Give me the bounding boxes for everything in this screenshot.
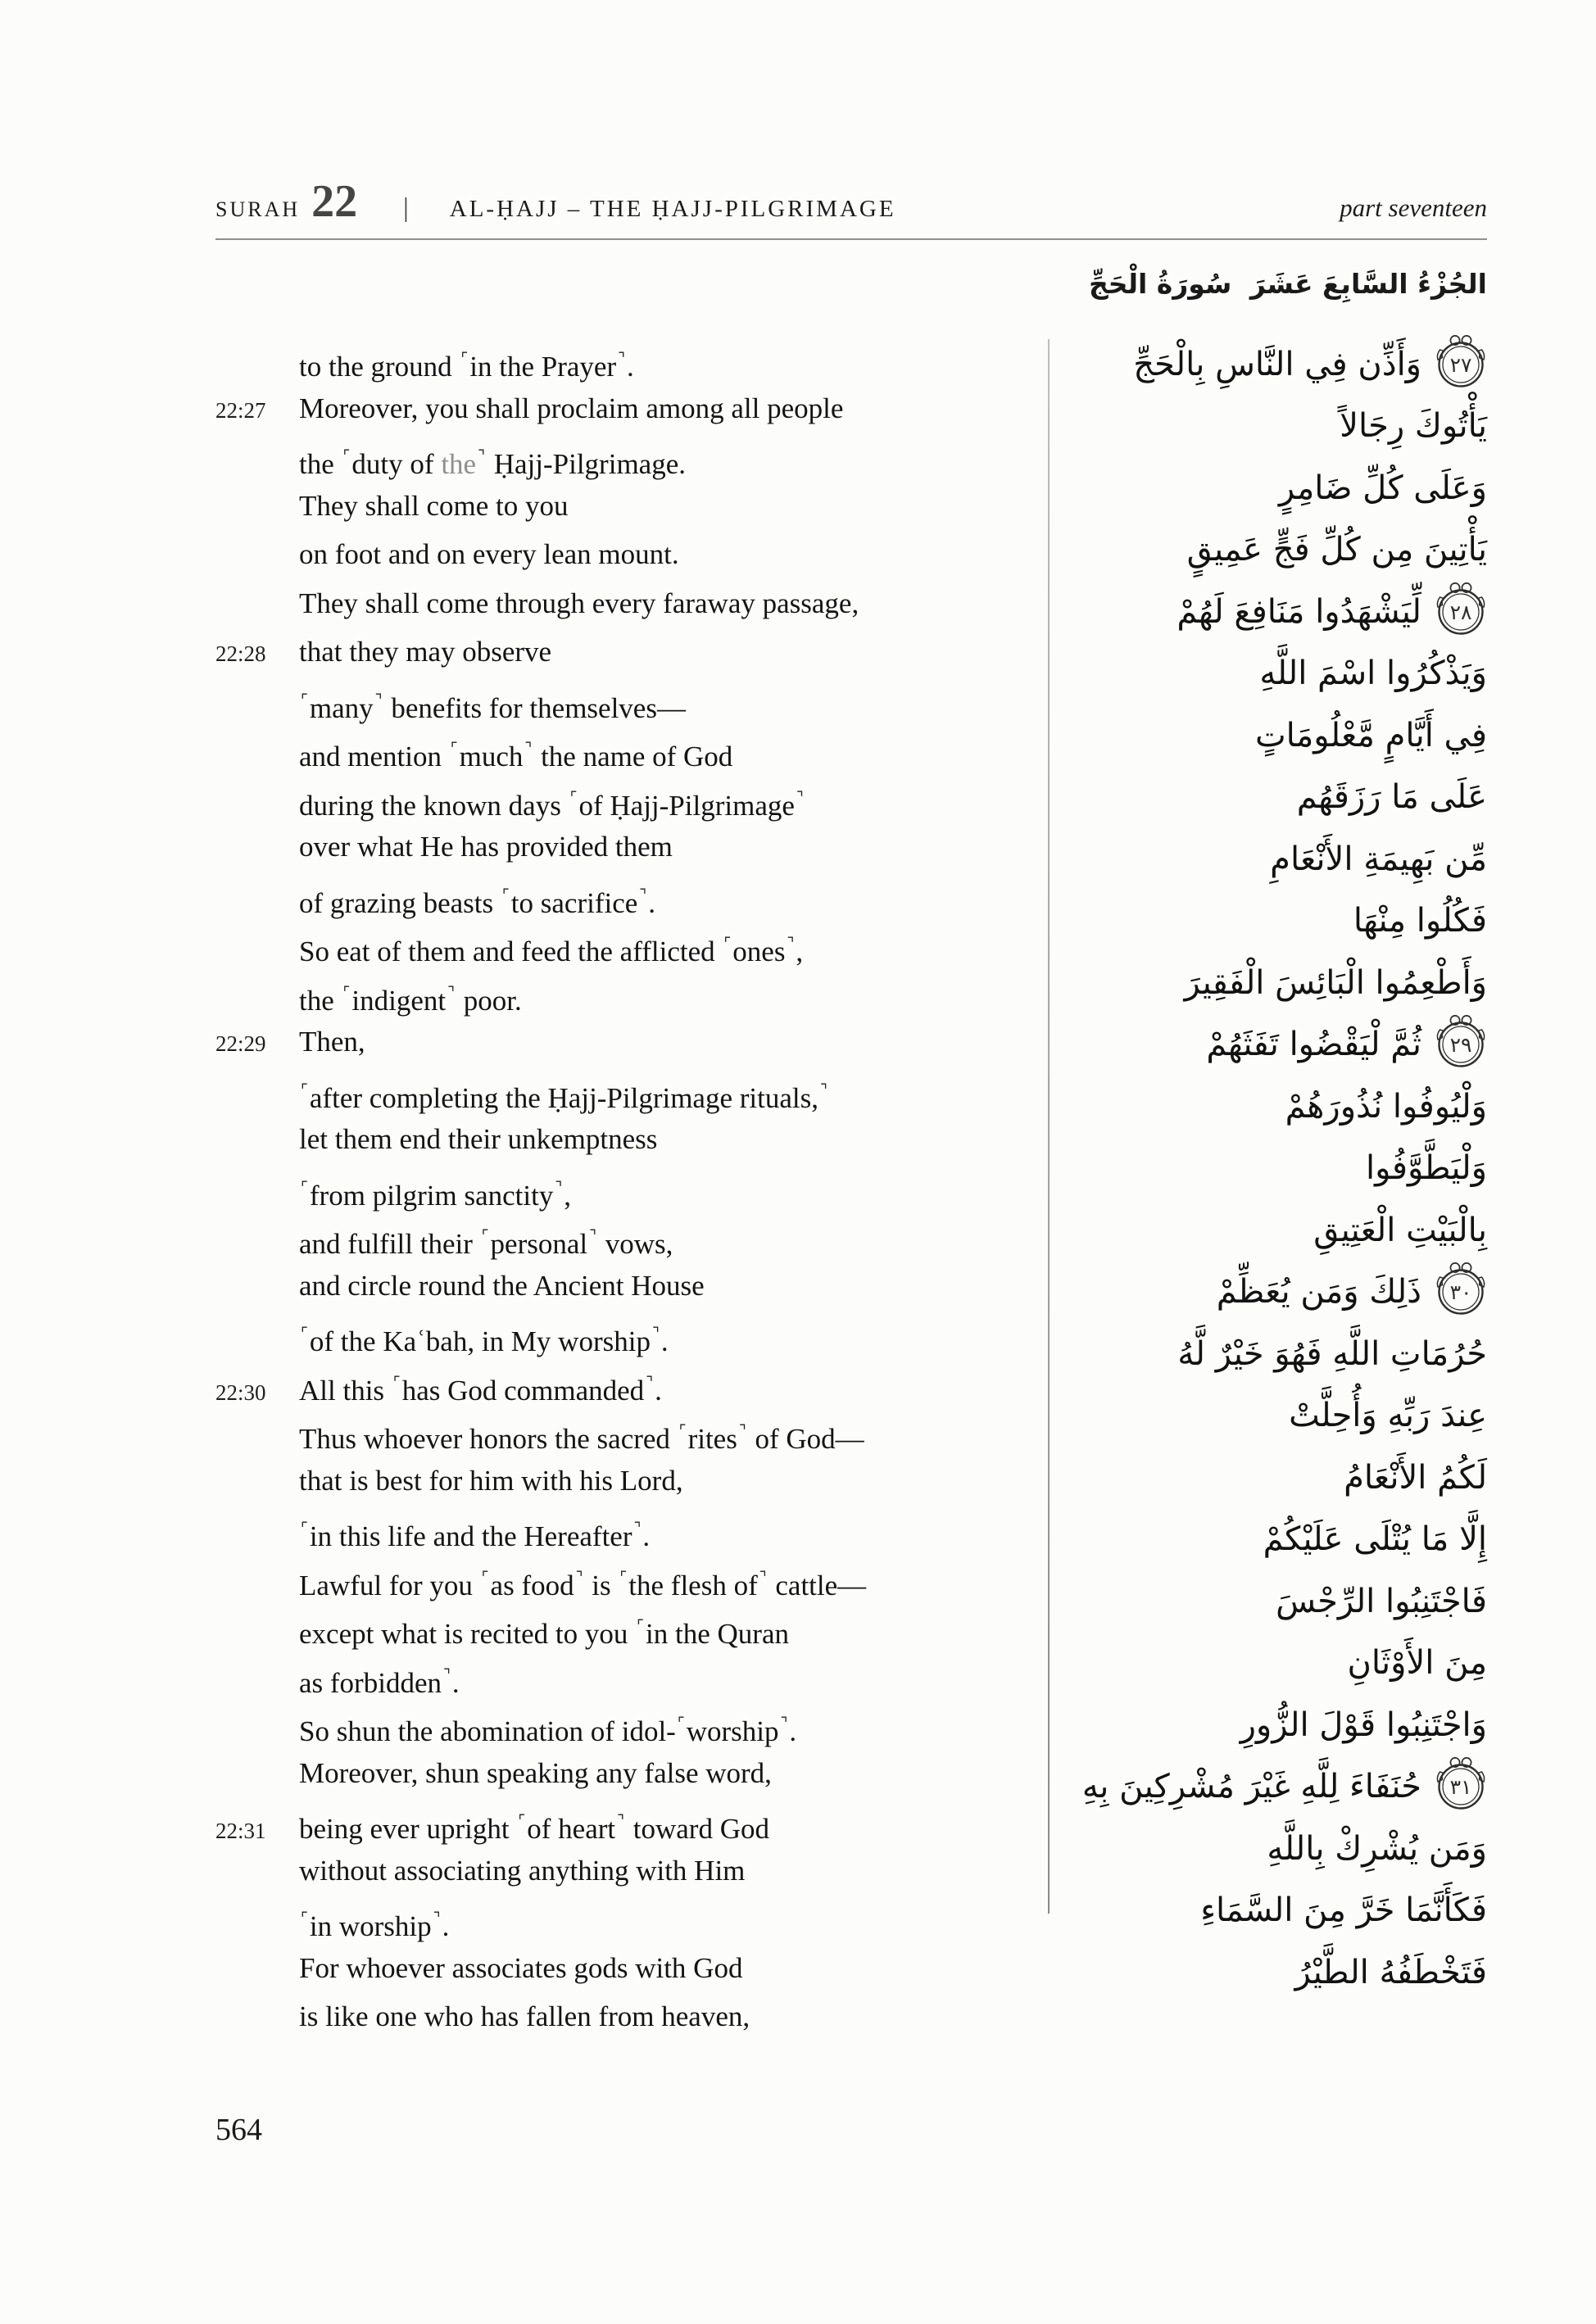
- verse-number: 22:31: [215, 1819, 266, 1843]
- svg-text:٣٠: ٣٠: [1449, 1280, 1472, 1305]
- arabic-line-row: [963, 1570, 1487, 1633]
- verse-text: For whoever associates gods with God: [299, 1951, 743, 1984]
- arabic-verse-text: وَلْيَطَّوَّفُوا: [1366, 1149, 1487, 1188]
- verse-line-row: [215, 1992, 1043, 2041]
- verse-line-row: [215, 1359, 1043, 1408]
- arabic-verse-text: مِّن بَهِيمَةِ الأَنْعَامِ: [1270, 840, 1487, 878]
- verse-line-row: [215, 1846, 1043, 1896]
- verse-line-row: [215, 530, 1043, 579]
- verse-line-row: [215, 335, 1043, 384]
- verse-line-row: [215, 1407, 1043, 1456]
- arabic-line-row: [963, 1818, 1487, 1880]
- english-column: [215, 335, 1043, 2041]
- header-rule: [215, 238, 1487, 240]
- verse-text: of grazing beasts ⌜to sacrifice ⌝.: [299, 886, 655, 919]
- arabic-line-row: [963, 333, 1487, 396]
- verse-text: the ⌜duty of the ⌝ Ḥajj-Pilgrimage.: [299, 447, 686, 480]
- verse-text: Then,: [299, 1026, 365, 1058]
- verse-line-row: [215, 1700, 1043, 1749]
- arabic-verse-text: عَلَى مَا رَزَقَهُم: [1296, 778, 1487, 817]
- verse-number-medallion: [1435, 333, 1487, 390]
- verse-text: to the ground ⌜in the Prayer ⌝.: [299, 350, 634, 383]
- verse-text: ⌜after completing the Ḥajj-Pilgrimage rituals, ⌝: [301, 1080, 827, 1114]
- verse-text: except what is recited to you ⌜in the Quran: [299, 1617, 789, 1650]
- verse-text: and mention ⌜much ⌝ the name of God: [299, 740, 733, 772]
- verse-text: So shun the abomination of idol- ⌜worship ⌝.: [299, 1715, 797, 1747]
- arabic-verse-text: يَأْتُوكَ رِجَالاً: [1340, 407, 1487, 446]
- verse-line-row: [215, 1310, 1043, 1359]
- medallion-ornament-icon: [1435, 1755, 1487, 1812]
- arabic-verse-text: عِندَ رَبِّهِ وَأُحِلَّتْ: [1289, 1397, 1487, 1435]
- verse-number-medallion: [1435, 580, 1487, 637]
- arabic-verse-text: حُرُمَاتِ اللَّهِ فَهُوَ خَيْرٌ لَّهُ: [1177, 1334, 1487, 1373]
- verse-text: They shall come to you: [299, 489, 569, 522]
- verse-text: during the known days ⌜of Ḥajj-Pilgrimage ⌝: [299, 788, 804, 822]
- surah-label: SURAH: [215, 197, 301, 221]
- arabic-verse-text: وَعَلَى كُلِّ ضَامِرٍ: [1278, 469, 1487, 507]
- arabic-column: [963, 333, 1487, 2004]
- verse-line-row: [215, 1505, 1043, 1554]
- verse-number-medallion: [1435, 1013, 1487, 1070]
- verse-text: is like one who has fallen from heaven,: [299, 2000, 750, 2032]
- arabic-line-row: [963, 396, 1487, 458]
- arabic-verse-text: إِلَّا مَا يُتْلَى عَلَيْكُمْ: [1263, 1520, 1487, 1559]
- verse-line-row: [215, 1262, 1043, 1311]
- verse-line-row: [215, 1749, 1043, 1798]
- arabic-line-row: [963, 828, 1487, 890]
- page-number: 564: [215, 2113, 262, 2147]
- arabic-verse-text: فَتَخْطَفُهُ الطَّيْرُ: [1294, 1953, 1487, 1991]
- arabic-line-row: [963, 1385, 1487, 1447]
- verse-number: 22:27: [215, 397, 266, 423]
- verse-line-row: [215, 725, 1043, 774]
- arabic-line-row: [963, 1323, 1487, 1385]
- arabic-verse-text: وَيَذْكُرُوا اسْمَ اللَّهِ: [1259, 655, 1487, 693]
- arabic-header: [1089, 259, 1487, 310]
- verse-number-medallion: [1435, 1755, 1487, 1812]
- verse-text: ⌜in worship ⌝.: [301, 1909, 450, 1942]
- verse-line-row: [215, 433, 1043, 482]
- arabic-verse-text: بِالْبَيْتِ الْعَتِيقِ: [1313, 1211, 1487, 1249]
- verse-line-row: [215, 1456, 1043, 1506]
- verse-text: and fulfill their ⌜personal ⌝ vows,: [299, 1227, 673, 1260]
- verse-text: All this ⌜has God commanded ⌝.: [299, 1373, 662, 1407]
- arabic-line-row: [963, 1076, 1487, 1138]
- verse-number: 22:29: [215, 1031, 266, 1056]
- verse-line-row: [215, 1164, 1043, 1213]
- verse-line-row: [215, 627, 1043, 677]
- medallion-ornament-icon: [1435, 333, 1487, 390]
- arabic-verse-text: فَكَأَنَّمَا خَرَّ مِنَ السَّمَاءِ: [1200, 1891, 1487, 1930]
- svg-text:٢٨: ٢٨: [1449, 600, 1472, 624]
- juz-title-arabic: الجُزْءُ السَّابِعَ عَشَرَ: [1249, 268, 1487, 300]
- medallion-ornament-icon: [1435, 1260, 1487, 1317]
- verse-text: They shall come through every faraway passage,: [299, 587, 859, 619]
- verse-text: ⌜of the Kaʿbah, in My worship ⌝.: [301, 1325, 669, 1357]
- arabic-verse-text: مِنَ الأَوْثَانِ: [1347, 1644, 1487, 1683]
- arabic-verse-text: حُنَفَاءَ لِلَّهِ غَيْرَ مُشْرِكِينَ بِهِ: [1081, 1768, 1421, 1806]
- verse-text: that is best for him with his Lord,: [299, 1464, 683, 1497]
- arabic-line-row: [963, 952, 1487, 1014]
- medallion-ornament-icon: [1435, 580, 1487, 637]
- arabic-verse-text: لِّيَشْهَدُوا مَنَافِعَ لَهُمْ: [1177, 592, 1421, 631]
- verse-line-row: [215, 1115, 1043, 1164]
- arabic-line-row: [963, 457, 1487, 519]
- arabic-line-row: [963, 643, 1487, 705]
- arabic-line-row: [963, 581, 1487, 643]
- arabic-verse-text: وَاجْتَنِبُوا قَوْلَ الزُّورِ: [1240, 1706, 1487, 1744]
- verse-number-medallion: [1435, 1260, 1487, 1317]
- arabic-line-row: [963, 1880, 1487, 1942]
- verse-line-row: [215, 1554, 1043, 1603]
- arabic-verse-text: ذَلِكَ وَمَن يُعَظِّمْ: [1216, 1273, 1421, 1311]
- verse-text: ⌜in this life and the Hereafter ⌝.: [301, 1520, 651, 1552]
- surah-number: 22: [311, 176, 358, 227]
- arabic-line-row: [963, 1447, 1487, 1509]
- page-header: [215, 176, 1487, 227]
- verse-text: Moreover, you shall proclaim among all people: [299, 392, 844, 424]
- verse-line-row: [215, 1895, 1043, 1944]
- verse-text: ⌜many ⌝ benefits for themselves—: [301, 691, 686, 724]
- verse-text: So eat of them and feed the afflicted ⌜ones ⌝,: [299, 935, 804, 967]
- verse-number: 22:28: [215, 641, 266, 666]
- verse-text: Thus whoever honors the sacred ⌜rites ⌝ of God—: [299, 1422, 864, 1455]
- arabic-line-row: [963, 1941, 1487, 2004]
- verse-text: Moreover, shun speaking any false word,: [299, 1756, 772, 1789]
- verse-line-row: [215, 1602, 1043, 1651]
- arabic-line-row: [963, 1633, 1487, 1695]
- arabic-line-row: [963, 519, 1487, 582]
- arabic-line-row: [963, 1756, 1487, 1819]
- verse-text: ⌜from pilgrim sanctity ⌝,: [301, 1178, 572, 1212]
- arabic-verse-text: يَأْتِينَ مِن كُلِّ فَجٍّ عَمِيقٍ: [1186, 531, 1487, 569]
- verse-text: that they may observe: [299, 636, 552, 668]
- verse-line-row: [215, 822, 1043, 872]
- verse-line-row: [215, 1797, 1043, 1846]
- arabic-line-row: [963, 1694, 1487, 1756]
- svg-text:٢٧: ٢٧: [1449, 352, 1472, 377]
- verse-text: let them end their unkemptness: [299, 1123, 658, 1155]
- verse-line-row: [215, 677, 1043, 726]
- verse-line-row: [215, 1067, 1043, 1116]
- medallion-ornament-icon: [1435, 1013, 1487, 1070]
- verse-line-row: [215, 1944, 1043, 1993]
- arabic-line-row: [963, 1014, 1487, 1076]
- surah-title: AL-ḤAJJ – THE ḤAJJ-PILGRIMAGE: [449, 196, 896, 222]
- verse-text: being ever upright ⌜of heart ⌝ toward God: [299, 1812, 769, 1845]
- verse-text: as forbidden ⌝.: [299, 1665, 460, 1699]
- verse-text: and circle round the Ancient House: [299, 1269, 705, 1302]
- verse-line-row: [215, 579, 1043, 628]
- arabic-verse-text: ثُمَّ لْيَقْضُوا تَفَثَهُمْ: [1206, 1026, 1421, 1064]
- arabic-verse-text: وَأَذِّن فِي النَّاسِ بِالْحَجِّ: [1133, 345, 1421, 383]
- verse-line-row: [215, 920, 1043, 969]
- svg-text:٣١: ٣١: [1449, 1775, 1472, 1800]
- arabic-line-row: [963, 890, 1487, 953]
- svg-text:٢٩: ٢٩: [1449, 1033, 1472, 1058]
- arabic-verse-text: وَمَن يُشْرِكْ بِاللَّهِ: [1267, 1829, 1487, 1868]
- arabic-line-row: [963, 1509, 1487, 1571]
- verse-line-row: [215, 1017, 1043, 1067]
- verse-line-row: [215, 384, 1043, 433]
- arabic-verse-text: فَكُلُوا مِنْهَا: [1353, 902, 1487, 940]
- verse-text: on foot and on every lean mount.: [299, 538, 679, 570]
- verse-text: the ⌜indigent ⌝ poor.: [299, 983, 522, 1017]
- verse-text: over what He has provided them: [299, 831, 673, 863]
- arabic-verse-text: لَكُمُ الأَنْعَامُ: [1344, 1458, 1487, 1497]
- arabic-line-row: [963, 1199, 1487, 1262]
- header-separator: |: [403, 193, 409, 223]
- surah-title-arabic: سُورَةُ الْحَجِّ: [1089, 268, 1232, 300]
- verse-line-row: [215, 774, 1043, 823]
- arabic-verse-text: فِي أَيَّامٍ مَّعْلُومَاتٍ: [1255, 716, 1487, 754]
- arabic-verse-text: وَأَطْعِمُوا الْبَائِسَ الْفَقِيرَ: [1184, 963, 1487, 1002]
- verse-line-row: [215, 872, 1043, 921]
- arabic-verse-text: فَاجْتَنِبُوا الرِّجْسَ: [1276, 1582, 1487, 1620]
- verse-text: without associating anything with Him: [299, 1854, 746, 1887]
- arabic-verse-text: وَلْيُوفُوا نُذُورَهُمْ: [1285, 1087, 1487, 1126]
- verse-number: 22:30: [215, 1379, 266, 1405]
- verse-line-row: [215, 1212, 1043, 1262]
- arabic-line-row: [963, 767, 1487, 829]
- arabic-line-row: [963, 1262, 1487, 1324]
- arabic-line-row: [963, 1138, 1487, 1200]
- verse-text: Lawful for you ⌜as food ⌝ is ⌜the flesh of ⌝ cattle—: [299, 1568, 867, 1601]
- arabic-line-row: [963, 704, 1487, 767]
- part-label: part seventeen: [1340, 193, 1487, 222]
